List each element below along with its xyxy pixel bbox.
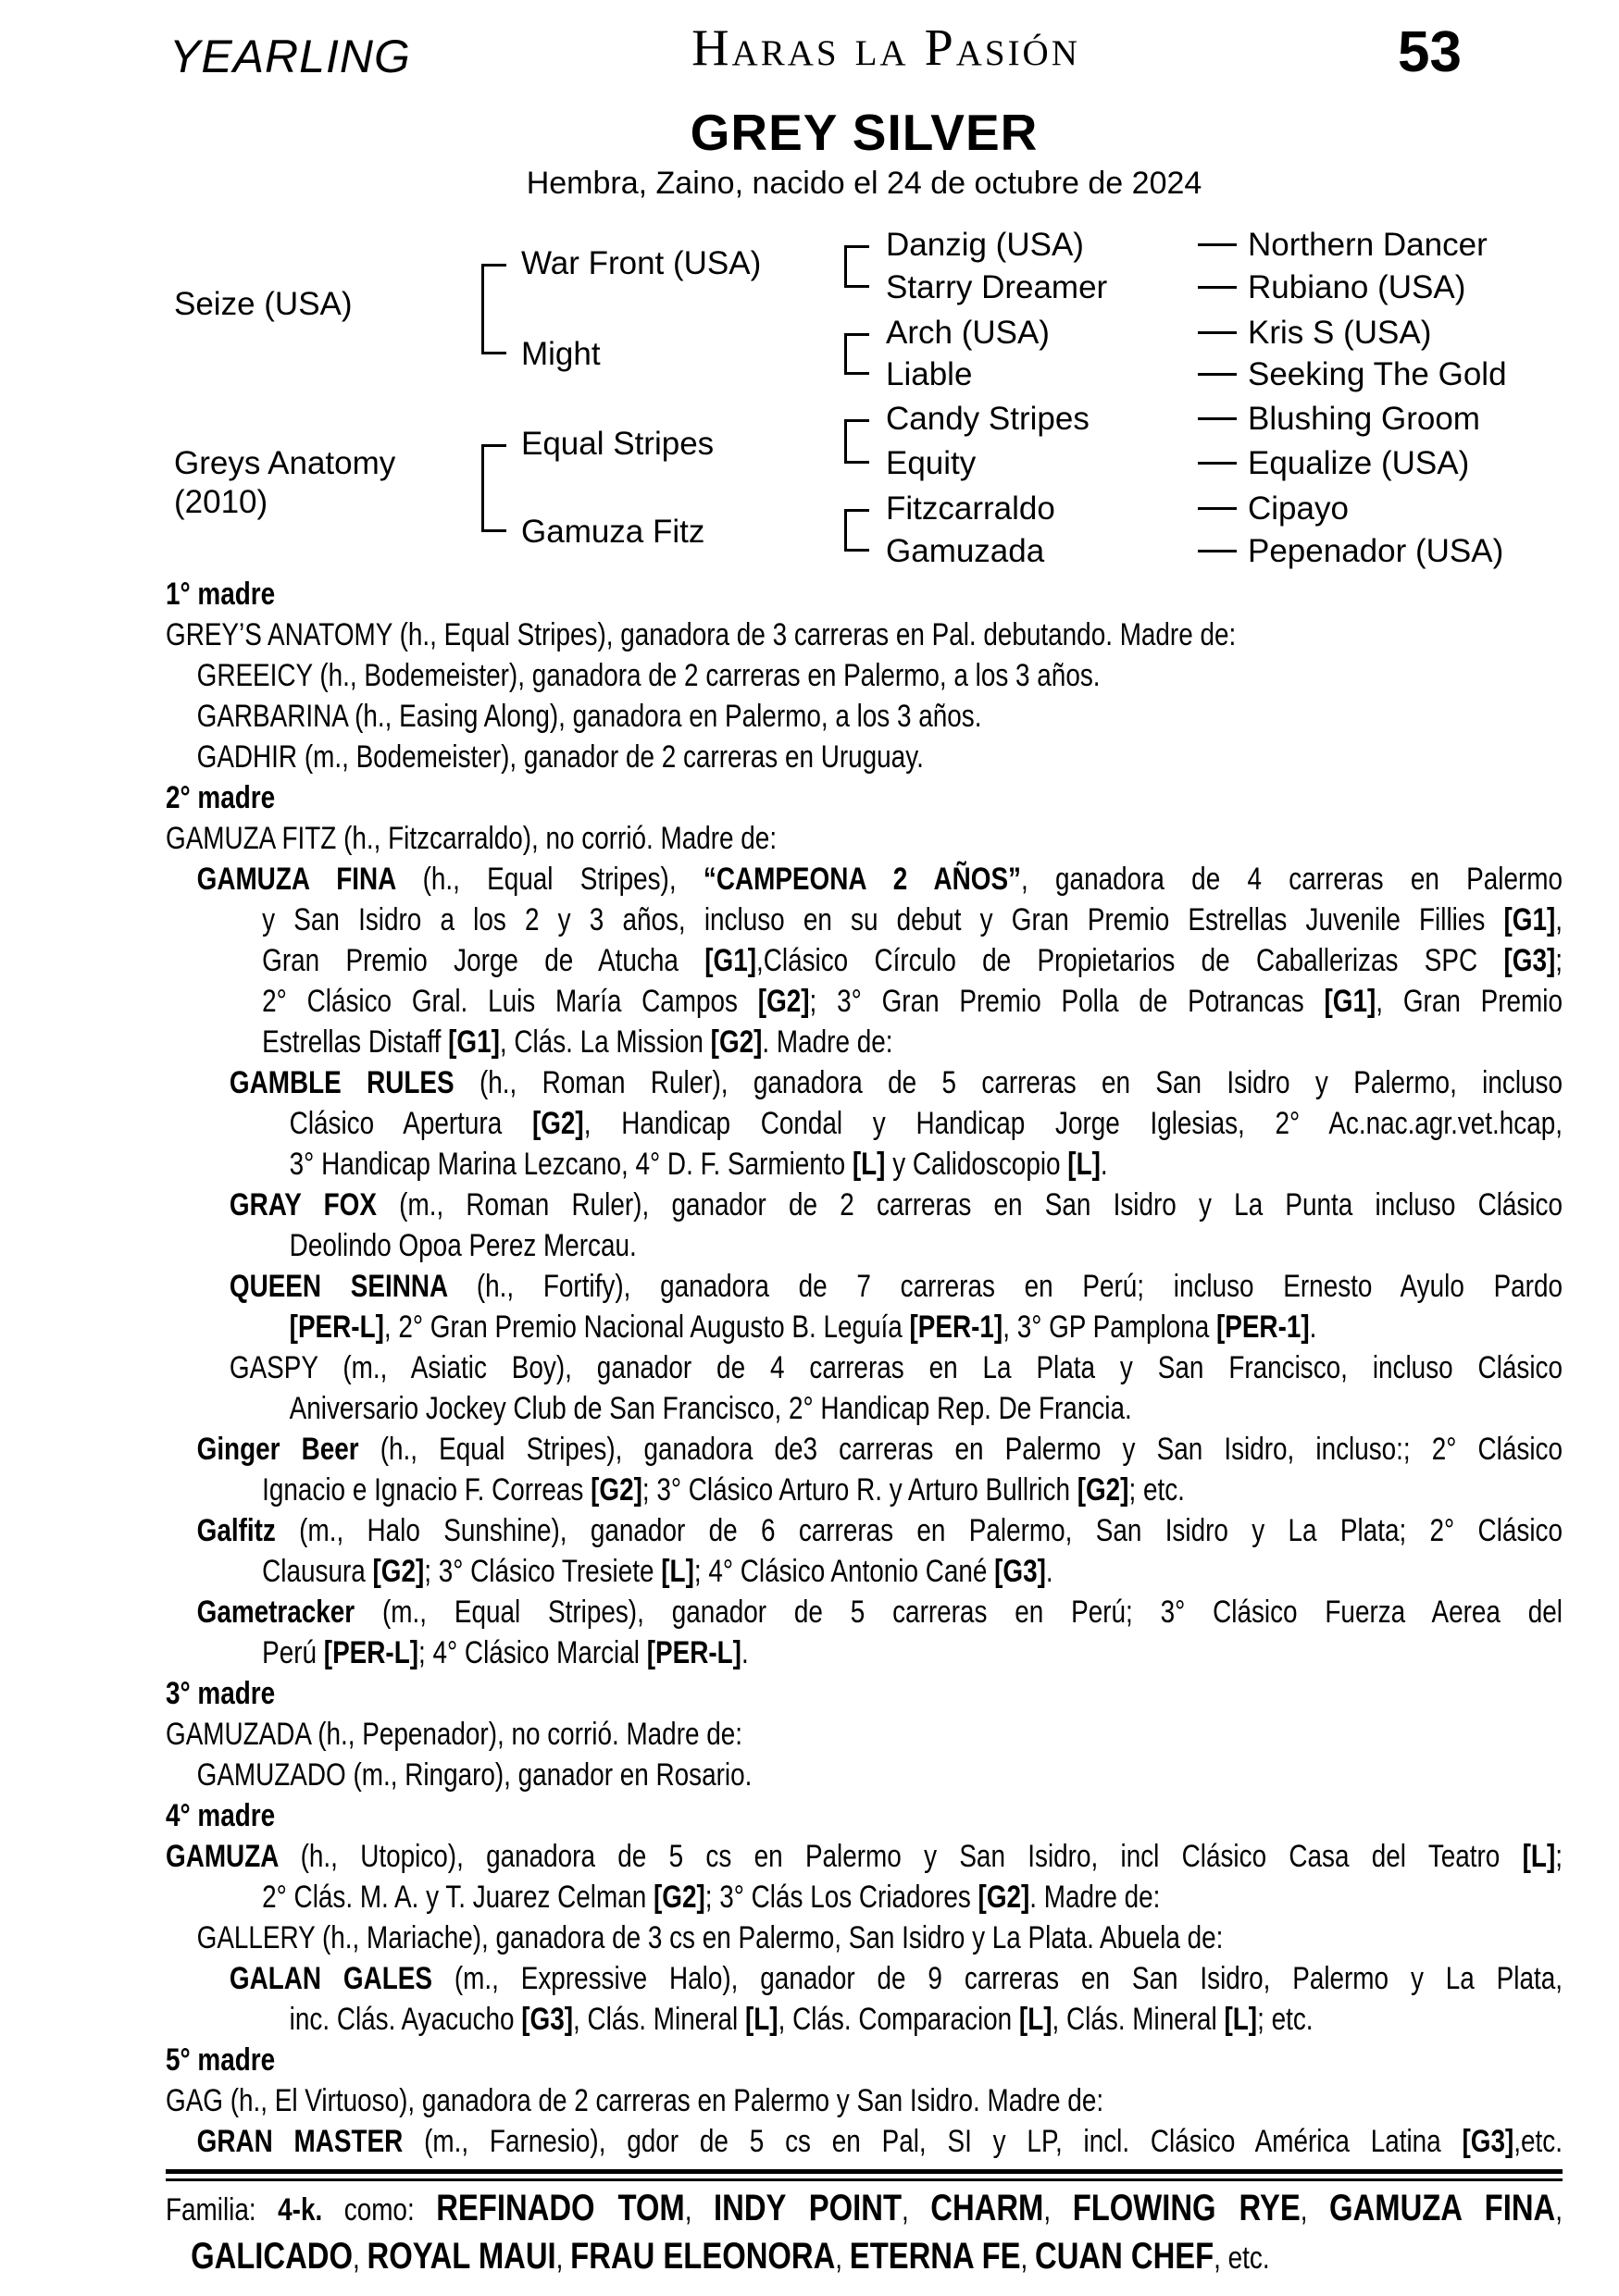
body-line	[166, 1999, 1563, 2040]
body-line	[166, 1755, 1563, 1795]
body-line	[166, 981, 1563, 1022]
text: ; etc.	[1128, 1472, 1185, 1508]
bold-text: FLOWING RYE	[1072, 2188, 1301, 2228]
body-line	[166, 1347, 1563, 1388]
text: ,etc.	[1513, 2124, 1563, 2159]
text: 2° Clásico Gral. Luis María Campos	[262, 984, 758, 1019]
text: GAMUZADA (h., Pepenador), no corrió. Madre de:	[166, 1717, 742, 1752]
bold-text: [G3]	[1462, 2124, 1514, 2159]
text: (h., Equal Stripes),	[422, 862, 704, 897]
text: 3° Handicap Marina Lezcano, 4° D. F. Sarmiento	[289, 1147, 853, 1182]
text: ,	[353, 2240, 367, 2276]
pedigree-name: Equal Stripes	[521, 426, 715, 462]
body-line	[166, 1429, 1563, 1470]
text: GALLERY (h., Mariache), ganadora de 3 cs en Palermo, San Isidro y La Plata. Abuela de:	[196, 1920, 1224, 1955]
text: , Clás. Mineral	[573, 2002, 745, 2037]
body-line	[166, 1470, 1563, 1510]
bold-text: [G3]	[994, 1554, 1046, 1589]
text: Familia:	[166, 2192, 279, 2228]
text: ,	[1555, 902, 1563, 937]
body-line	[166, 1266, 1563, 1307]
bold-text: CUAN CHEF	[1035, 2236, 1214, 2277]
bold-text: [L]	[1522, 1839, 1556, 1874]
text: (h., Utopico), ganadora de 5 cs en Palermo y San Isidro, incl Clásico Casa del Teatro	[300, 1839, 1523, 1874]
bold-text: [L]	[1224, 2002, 1258, 2037]
text: (m., Expressive Halo), ganador de 9 carreras en San Isidro, Palermo y La Plata,	[454, 1961, 1563, 1996]
text: . Madre de:	[762, 1024, 893, 1060]
text: (m., Roman Ruler), ganador de 2 carreras en San Isidro y La Punta incluso Clásico	[399, 1187, 1563, 1222]
text: ,	[1020, 2240, 1036, 2276]
pedigree-name: Seize (USA)	[174, 286, 353, 322]
page-number: 53	[1398, 20, 1462, 84]
bold-text: [G2]	[531, 1106, 584, 1141]
pedigree-bracket	[481, 264, 506, 354]
pedigree-name: Gamuzada	[886, 533, 1045, 569]
body-line	[166, 2080, 1563, 2121]
section-heading: 4° madre	[166, 1798, 276, 1833]
body-line	[166, 614, 1563, 655]
body-line	[166, 859, 1563, 900]
text: y San Isidro a los 2 y 3 años, incluso en su debut y Gran Premio Estrellas Juvenile Fillies	[262, 902, 1504, 937]
text: Ignacio e Ignacio F. Correas	[262, 1472, 592, 1508]
text: , Gran Premio	[1376, 984, 1563, 1019]
bold-text: Ginger Beer	[196, 1432, 380, 1467]
bold-text: [L]	[852, 1147, 886, 1182]
pedigree-name: War Front (USA)	[521, 245, 762, 281]
bold-text: [G1]	[704, 943, 756, 978]
bold-text: Galfitz	[196, 1513, 300, 1548]
body-line	[166, 1877, 1563, 1917]
body-line	[166, 1551, 1563, 1592]
body-line	[166, 940, 1563, 981]
dash-icon	[1198, 462, 1237, 465]
pedigree-name: Starry Dreamer	[886, 269, 1108, 305]
dash-icon	[1198, 417, 1237, 420]
text: ; 3° Clásico Arturo R. y Arturo Bullrich	[641, 1472, 1077, 1508]
pedigree-name: Pepenador (USA)	[1248, 533, 1504, 569]
pedigree-body	[166, 574, 1563, 2281]
text: (h., Fortify), ganadora de 7 carreras en Perú; incluso Ernesto Ayulo Pardo	[476, 1269, 1563, 1304]
dash-icon	[1198, 286, 1237, 289]
section-heading: 5° madre	[166, 2042, 276, 2078]
body-line	[166, 1714, 1563, 1755]
text: ,	[835, 2240, 850, 2276]
body-line	[166, 1958, 1563, 1999]
pedigree-name: Kris S (USA)	[1248, 315, 1432, 351]
pedigree-bracket	[844, 245, 869, 288]
text: , Clás. Mineral	[1052, 2002, 1225, 2037]
bold-text: GRAY FOX	[229, 1187, 400, 1222]
body-line	[166, 1836, 1563, 1877]
bold-text: [G2]	[710, 1024, 763, 1060]
text: ; 3° Clás Los Criadores	[704, 1880, 978, 1915]
pedigree-name: Rubiano (USA)	[1248, 269, 1466, 305]
body-line	[166, 2121, 1563, 2162]
bold-text: [G1]	[1324, 984, 1376, 1019]
body-line	[166, 1388, 1563, 1429]
dash-icon	[1198, 507, 1237, 510]
text: , 2° Gran Premio Nacional Augusto B. Leguía	[383, 1309, 910, 1345]
pedigree-name: Cipayo	[1248, 490, 1349, 527]
bold-text: [PER-L]	[646, 1635, 741, 1670]
text: . Madre de:	[1029, 1880, 1161, 1915]
divider-rule	[166, 2169, 1563, 2181]
bold-text: REFINADO TOM	[436, 2188, 685, 2228]
body-line	[166, 1022, 1563, 1062]
pedigree-name: Seeking The Gold	[1248, 356, 1507, 392]
text: inc. Clás. Ayacucho	[289, 2002, 522, 2037]
bold-text: CHARM	[930, 2188, 1044, 2228]
bold-text: GAMUZA FINA	[196, 862, 423, 897]
text: ;	[1555, 943, 1563, 978]
bold-text: GALICADO	[191, 2236, 354, 2277]
text: como:	[322, 2192, 437, 2228]
bold-text: [L]	[1018, 2002, 1052, 2037]
text: ; 3° Gran Premio Polla de Potrancas	[809, 984, 1325, 1019]
text: ;	[1555, 1839, 1563, 1874]
pedigree-bracket	[844, 419, 869, 464]
text: .	[741, 1635, 749, 1670]
bold-text: ROYAL MAUI	[367, 2236, 556, 2277]
dash-icon	[1198, 243, 1237, 246]
bold-text: GALAN GALES	[229, 1961, 455, 1996]
text: , Handicap Condal y Handicap Jorge Iglesias, 2° Ac.nac.agr.vet.hcap,	[583, 1106, 1563, 1141]
pedigree-name: Northern Dancer	[1248, 227, 1488, 263]
text: ,	[1555, 2192, 1563, 2228]
body-line	[166, 1225, 1563, 1266]
text: Clásico Apertura	[289, 1106, 532, 1141]
body-line	[166, 1632, 1563, 1673]
text: 2° Clás. M. A. y T. Juarez Celman	[262, 1880, 654, 1915]
dash-icon	[1198, 373, 1237, 376]
section-heading: 3° madre	[166, 1676, 276, 1711]
text: ; etc.	[1257, 2002, 1314, 2037]
pedigree-name: Arch (USA)	[886, 315, 1050, 351]
text: GREY’S ANATOMY (h., Equal Stripes), ganadora de 3 carreras en Pal. debutando. Madre de:	[166, 617, 1237, 652]
text: , etc.	[1214, 2240, 1270, 2276]
body-line	[166, 1144, 1563, 1185]
section-heading: 2° madre	[166, 780, 276, 815]
body-line	[166, 1917, 1563, 1958]
bold-text: FRAU ELEONORA	[570, 2236, 836, 2277]
page-title: GREY SILVER	[690, 104, 1039, 161]
bold-text: [L]	[661, 1554, 694, 1589]
dash-icon	[1198, 550, 1237, 552]
section-label: YEARLING	[169, 31, 411, 82]
bold-text: GRAN MASTER	[196, 2124, 425, 2159]
text: , Clás. Comparacion	[778, 2002, 1019, 2037]
bold-text: INDY POINT	[714, 2188, 902, 2228]
bold-text: [PER-L]	[289, 1309, 384, 1345]
text: , ganadora de 4 carreras en Palermo	[1021, 862, 1563, 897]
text: (h., Roman Ruler), ganadora de 5 carreras en San Isidro y Palermo, incluso	[479, 1065, 1563, 1100]
pedigree-name: Greys Anatomy	[174, 445, 396, 481]
text: GARBARINA (h., Easing Along), ganadora en Palermo, a los 3 años.	[196, 699, 982, 734]
text: ,	[555, 2240, 571, 2276]
bold-text: [G2]	[591, 1472, 642, 1508]
pedigree-name: Candy Stripes	[886, 401, 1090, 437]
body-line	[166, 1592, 1563, 1632]
bold-text: “CAMPEONA 2 AÑOS”	[703, 862, 1022, 897]
bold-text: [G2]	[654, 1880, 705, 1915]
bold-text: [G1]	[448, 1024, 500, 1060]
text: .	[1045, 1554, 1053, 1589]
text: ; 4° Clásico Antonio Cané	[693, 1554, 995, 1589]
pedigree-name: Equalize (USA)	[1248, 445, 1470, 481]
body-line	[166, 737, 1563, 777]
text: Estrellas Distaff	[262, 1024, 449, 1060]
bold-text: [L]	[744, 2002, 778, 2037]
text: ,Clásico Círculo de Propietarios de Caballerizas SPC	[755, 943, 1504, 978]
text: ; 4° Clásico Marcial	[418, 1635, 647, 1670]
pedigree-tree	[166, 222, 1563, 585]
family-note	[166, 2185, 1563, 2281]
bold-text: [G2]	[1077, 1472, 1129, 1508]
text: ,	[684, 2192, 715, 2228]
text: GAMUZADO (m., Ringaro), ganador en Rosario.	[196, 1757, 753, 1793]
pedigree-name: Fitzcarraldo	[886, 490, 1055, 527]
text: ,	[1300, 2192, 1330, 2228]
text: GREEICY (h., Bodemeister), ganadora de 2 carreras en Palermo, a los 3 años.	[196, 658, 1101, 693]
text: Gran Premio Jorge de Atucha	[262, 943, 705, 978]
bold-text: [G1]	[1503, 902, 1556, 937]
body-line	[166, 1062, 1563, 1103]
bold-text: Gametracker	[196, 1595, 382, 1630]
body-text	[166, 574, 1563, 2162]
family-line	[166, 2233, 1563, 2281]
bold-text: GAMUZA	[166, 1839, 301, 1874]
family-line	[166, 2185, 1563, 2233]
pedigree-bracket	[844, 509, 869, 552]
text: y Calidoscopio	[885, 1147, 1068, 1182]
bold-text: GAMBLE RULES	[229, 1065, 479, 1100]
text: (m., Equal Stripes), ganador de 5 carreras en Perú; 3° Clásico Fuerza Aerea del	[381, 1595, 1563, 1630]
pedigree-year: (2010)	[174, 484, 268, 520]
bold-text: GAMUZA FINA	[1329, 2188, 1556, 2228]
text: GASPY (m., Asiatic Boy), ganador de 4 carreras en La Plata y San Francisco, incluso Clásico	[229, 1350, 1563, 1385]
bold-text: 4-k.	[278, 2192, 323, 2228]
horse-details: Hembra, Zaino, nacido el 24 de octubre de 2024	[526, 166, 1202, 201]
pedigree-name: Blushing Groom	[1248, 401, 1480, 437]
pedigree-name: Might	[521, 336, 601, 372]
bold-text: QUEEN SEINNA	[229, 1269, 477, 1304]
text: Aniversario Jockey Club de San Francisco, 2° Handicap Rep. De Francia.	[289, 1391, 1132, 1426]
pedigree-name: Liable	[886, 356, 973, 392]
bold-text: [L]	[1067, 1147, 1101, 1182]
text: ; 3° Clásico Tresiete	[424, 1554, 662, 1589]
bold-text: [G2]	[757, 984, 810, 1019]
text: , 3° GP Pamplona	[1003, 1309, 1216, 1345]
pedigree-bracket	[481, 444, 506, 532]
body-line	[166, 1510, 1563, 1551]
bold-text: [PER-1]	[1215, 1309, 1310, 1345]
text: (h., Equal Stripes), ganadora de3 carreras en Palermo y San Isidro, incluso:; 2° Clásico	[380, 1432, 1563, 1467]
body-line	[166, 1103, 1563, 1144]
body-line	[166, 818, 1563, 859]
text: Clausura	[262, 1554, 373, 1589]
bold-text: [PER-L]	[323, 1635, 419, 1670]
pedigree-name: Equity	[886, 445, 977, 481]
pedigree-name: Gamuza Fitz	[521, 514, 705, 550]
text: , Clás. La Mission	[499, 1024, 711, 1060]
bold-text: [G3]	[1503, 943, 1556, 978]
section-heading: 1° madre	[166, 577, 276, 612]
text: (m., Farnesio), gdor de 5 cs en Pal, SI y LP, incl. Clásico América Latina	[424, 2124, 1463, 2159]
body-line	[166, 1307, 1563, 1347]
text: GADHIR (m., Bodemeister), ganador de 2 carreras en Uruguay.	[196, 739, 924, 775]
text: .	[1309, 1309, 1317, 1345]
dash-icon	[1198, 331, 1237, 334]
body-line	[166, 655, 1563, 696]
bold-text: [G2]	[372, 1554, 425, 1589]
text: .	[1100, 1147, 1108, 1182]
farm-name: Haras la Pasión	[691, 19, 1080, 77]
pedigree-name: Danzig (USA)	[886, 227, 1084, 263]
text: GAMUZA FITZ (h., Fitzcarraldo), no corrió. Madre de:	[166, 821, 778, 856]
body-line	[166, 696, 1563, 737]
bold-text: ETERNA FE	[849, 2236, 1021, 2277]
pedigree-bracket	[844, 333, 869, 375]
text: (m., Halo Sunshine), ganador de 6 carreras en Palermo, San Isidro y La Plata; 2° Clásico	[299, 1513, 1563, 1548]
bold-text: [G3]	[521, 2002, 574, 2037]
bold-text: [G2]	[978, 1880, 1030, 1915]
text: GAG (h., El Virtuoso), ganadora de 2 carreras en Palermo y San Isidro. Madre de:	[166, 2083, 1104, 2118]
body-line	[166, 1185, 1563, 1225]
text: Perú	[262, 1635, 324, 1670]
text: ,	[1043, 2192, 1073, 2228]
body-scaled	[166, 574, 1563, 2281]
text: ,	[901, 2192, 931, 2228]
body-line	[166, 900, 1563, 940]
bold-text: [PER-1]	[909, 1309, 1003, 1345]
text: Deolindo Opoa Perez Mercau.	[289, 1228, 637, 1263]
